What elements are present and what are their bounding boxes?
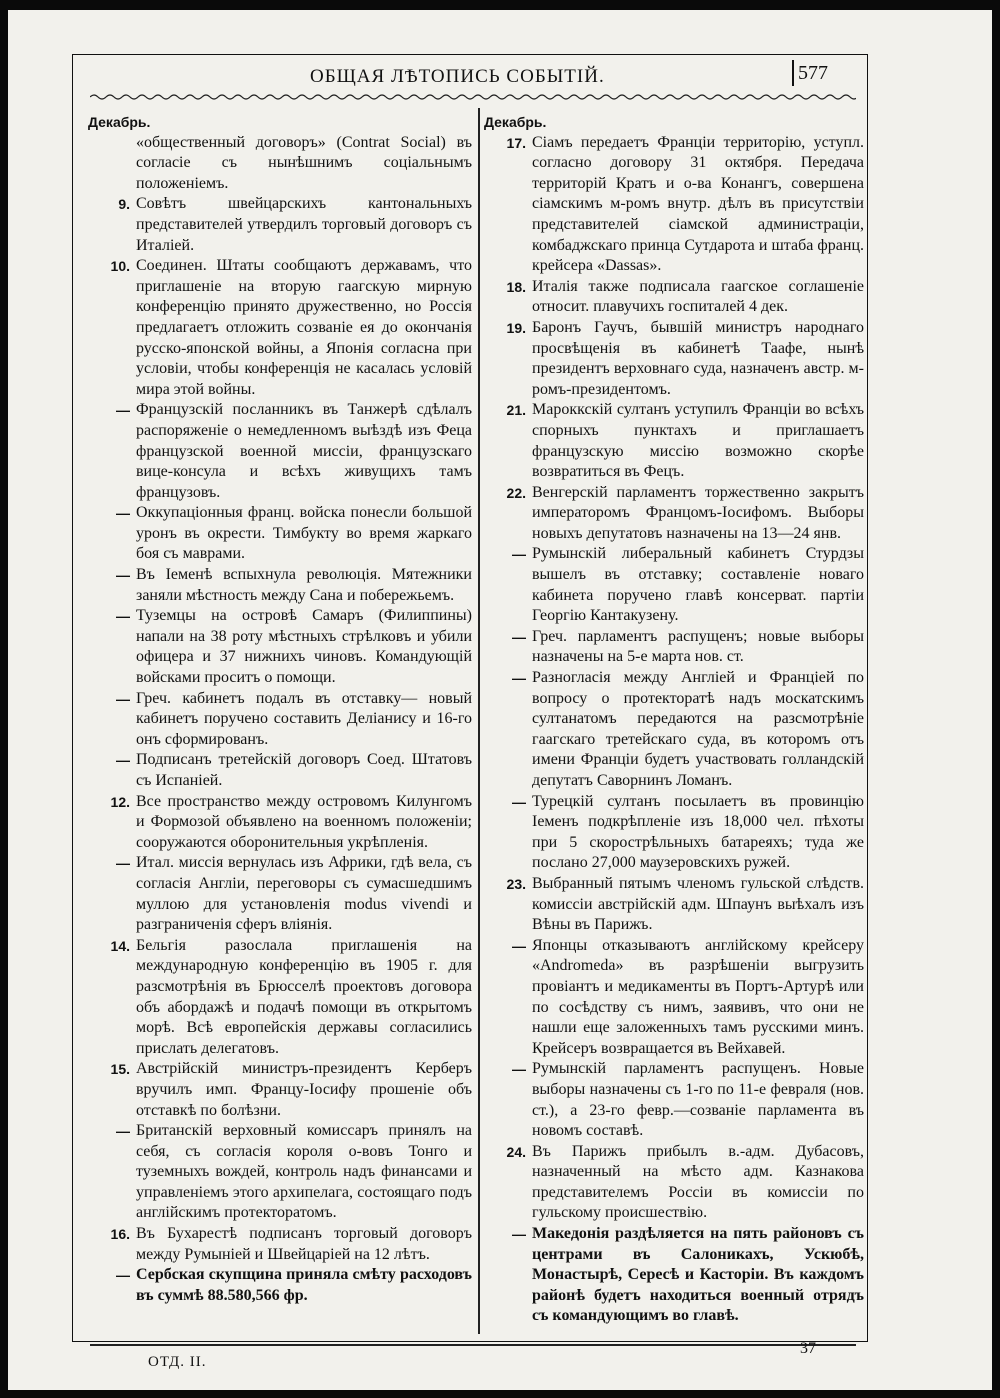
entry-day: — <box>512 1061 526 1078</box>
entry-day: — <box>512 546 526 563</box>
chronicle-entry <box>484 874 864 936</box>
chronicle-entry <box>88 1265 472 1306</box>
right-column <box>484 112 864 1327</box>
entry-day: 10. <box>110 258 130 275</box>
entry-text: Совѣтъ швейцарскихъ кантональныхъ представителей утвердилъ торговый договоръ съ Италіей. <box>136 195 472 254</box>
chronicle-entry <box>88 750 472 791</box>
wavy-rule <box>90 92 856 102</box>
chronicle-entry <box>484 668 864 792</box>
entry-text: Румынскій либеральный кабинетъ Стурдзы вышелъ въ отставку; составленіе новаго кабинета поручено главѣ консерват. партіи Георгію Кантакузену. <box>532 545 864 625</box>
entry-text: Японцы отказываютъ англійскому крейсеру «Andromeda» въ разрѣшеніи выгрузить провіантъ и медикаменты въ Портъ-Артурѣ или по сосѣдству съ нимъ, заявивъ, что они не нашли еще заложенныхъ тамъ русскими минъ. Крейсеръ возвращается въ Вейхавей. <box>532 936 864 1057</box>
entry-day: — <box>116 567 130 584</box>
entry-day: — <box>512 628 526 645</box>
chronicle-entry <box>88 1121 472 1224</box>
entry-text: Венгерскій парламентъ торжественно закрытъ императоромъ Францомъ-Іосифомъ. Выборы новыхъ депутатовъ назначены на 13—24 янв. <box>532 483 864 542</box>
entry-text: Разногласія между Англіей и Франціей по вопросу о протекторатѣ надъ москатскимъ султанатомъ передаются на разсмотрѣніе гаагскаго третейскаго суда, въ которомъ отъ имени Франціи будетъ участвовать голландскій депутатъ Саворнинъ Ломанъ. <box>532 669 864 789</box>
chronicle-entry <box>484 133 864 277</box>
entry-day: — <box>116 402 130 419</box>
chronicle-entry <box>88 1224 472 1265</box>
entry-day: 22. <box>506 484 526 501</box>
entry-text: Румынскій парламентъ распущенъ. Новые выборы назначены съ 1-го по 11-е февраля (нов. ст.), а 23-го февр.—созваніе парламента въ новомъ составѣ. <box>532 1060 864 1140</box>
entry-day: 9. <box>118 196 130 213</box>
entry-day: 15. <box>110 1061 130 1078</box>
entry-day: — <box>512 1226 526 1243</box>
entry-day: 23. <box>506 875 526 892</box>
chronicle-entry <box>88 256 472 400</box>
entry-list <box>88 133 472 1307</box>
section-label: ОТД. II. <box>148 1354 207 1370</box>
entry-day: 17. <box>506 134 526 151</box>
entry-text: Италія также подписала гаагское соглашеніе относит. плавучихъ госпиталей 4 дек. <box>532 277 864 316</box>
entry-text: Оккупаціонныя франц. войска понесли большой уронъ въ окрести. Тимбукту во время жаркаго боя съ маврами. <box>136 504 472 563</box>
entry-text: Бельгія разослала приглашенія на международную конференцію въ 1905 г. для разсмотрѣнія въ Брюсселѣ проектовъ договора объ абордажѣ и подачѣ помощи въ открытомъ морѣ. Всѣ европейскія державы согласились прислать делегатовъ. <box>136 936 472 1057</box>
chronicle-entry <box>88 503 472 565</box>
entry-day <box>88 133 136 195</box>
entry-day: — <box>116 608 130 625</box>
chronicle-entry <box>88 133 472 195</box>
entry-text: Въ Бухарестѣ подписанъ торговый договоръ между Румыніей и Швейцаріей на 12 лѣтъ. <box>136 1225 472 1263</box>
entry-text: «общественный договоръ» (Contrat Social) въ согласіе съ нынѣшнимъ соціальнымъ положеніемъ. <box>136 133 472 192</box>
chronicle-entry <box>88 936 472 1060</box>
month-heading: Декабрь. <box>88 114 151 130</box>
chronicle-entry <box>484 1142 864 1224</box>
chronicle-entry <box>88 400 472 503</box>
entry-day: — <box>512 793 526 810</box>
entry-day: — <box>116 855 130 872</box>
entry-day: 21. <box>506 402 526 419</box>
entry-text: Баронъ Гаучъ, бывшій министръ народнаго просвѣщенія въ кабинетѣ Таафе, нынѣ президентъ верховнаго суда, назначенъ австр. м-ромъ-президентомъ. <box>532 318 864 398</box>
entry-list <box>484 133 864 1327</box>
entry-text: Сіамъ передаетъ Франціи территорію, уступл. согласно договору 31 октября. Передача территорій Кратъ и о-ва Конангъ, совершена сіамскимъ м-ромъ внутр. дѣлъ въ присутствіи представителей сіамской администраціи, комбаджскаго принца Сутдарота и штаба франц. крейсера «Dassas». <box>532 133 864 275</box>
entry-text: Въ Іеменѣ вспыхнула революція. Мятежники заняли мѣстность между Сана и побережьемъ. <box>136 566 472 604</box>
entry-text: Греч. парламентъ распущенъ; новые выборы назначены на 5-е марта нов. ст. <box>532 627 864 666</box>
entry-text: Итал. миссія вернулась изъ Африки, гдѣ вела, съ согласія Англіи, переговоры съ сумасшедшимъ муллою для установленія modus vivendi и разграниченія сферъ вліянія. <box>136 854 472 934</box>
entry-day: 12. <box>110 793 130 810</box>
entry-day: — <box>116 690 130 707</box>
entry-day: — <box>512 937 526 954</box>
entry-text: Мароккскій султанъ уступилъ Франціи во всѣхъ спорныхъ пунктахъ и приглашаетъ французскую миссію возможно скорѣе возвратиться въ Фецъ. <box>532 401 864 481</box>
chronicle-entry <box>88 606 472 688</box>
chronicle-entry <box>484 792 864 874</box>
chronicle-entry <box>484 1224 864 1327</box>
entry-text: Подписанъ третейскій договоръ Соед. Штатовъ съ Испаніей. <box>136 751 472 789</box>
chronicle-entry <box>88 565 472 606</box>
entry-day: 16. <box>110 1226 130 1243</box>
entry-text: Все пространство между островомъ Килунгомъ и Формозой объявлено на военномъ положеніи; сооружаются оборонительныя укрѣпленія. <box>136 792 472 851</box>
entry-day: — <box>116 1123 130 1140</box>
column-divider <box>478 108 480 1334</box>
chronicle-entry <box>484 483 864 545</box>
chronicle-entry <box>484 318 864 400</box>
entry-text: Французскій посланникъ въ Танжерѣ сдѣлалъ распоряженіе о немедленномъ выѣздѣ изъ Феца французской военной миссіи, французскаго вице-консула и всѣхъ живущихъ тамъ французовъ. <box>136 401 472 501</box>
entry-day: 18. <box>506 278 526 295</box>
chronicle-entry <box>88 689 472 751</box>
chronicle-entry <box>88 194 472 256</box>
entry-text: Турецкій султанъ посылаетъ въ провинцію Іеменъ подкрѣпленіе изъ 18,000 чел. пѣхоты при 5 скорострѣльныхъ батареяхъ; туда же послано 27,000 маузеровскихъ ружей. <box>532 792 864 872</box>
entry-text: Британскій верховный комиссаръ принялъ на себя, съ согласія короля о-вовъ Тонго и туземныхъ вождей, контроль надъ финансами и управленіемъ этого архипелага, состоящаго подъ англійскимъ протекторатомъ. <box>136 1122 472 1222</box>
entry-text: Выбранный пятымъ членомъ гульской слѣдств. комиссіи австрійскій адм. Шпаунъ выѣхалъ изъ Вѣны въ Парижъ. <box>532 874 864 934</box>
entry-text: Въ Парижъ прибылъ в.-адм. Дубасовъ, назначенный на мѣсто адм. Казнакова представителемъ Россіи въ комиссіи по гульскому происшествію. <box>532 1142 864 1222</box>
entry-text: Сербская скупщина приняла смѣту расходовъ въ суммѣ 88.580,566 фр. <box>136 1266 472 1304</box>
chronicle-entry <box>88 792 472 854</box>
entry-text: Австрійскій министръ-президентъ Керберъ вручилъ имп. Францу-Іосифу прошеніе объ отставкѣ по болѣзни. <box>136 1060 472 1119</box>
entry-day: — <box>116 752 130 769</box>
entry-text: Туземцы на островѣ Самаръ (Филиппины) напали на 38 роту мѣстныхъ стрѣлковъ и убили офицера и 37 нижнихъ чиновъ. Командующій войсками проситъ о помощи. <box>136 607 472 687</box>
bottom-rule <box>90 1344 856 1346</box>
chronicle-entry <box>88 853 472 935</box>
chronicle-entry <box>484 936 864 1060</box>
entry-day: — <box>116 1267 130 1284</box>
chronicle-entry <box>484 1059 864 1141</box>
entry-day: 19. <box>506 319 526 336</box>
entry-day: — <box>512 670 526 687</box>
entry-text: Соединен. Штаты сообщаютъ державамъ, что приглашеніе на вторую гаагскую мирную конференцію принято дружественно, но Россія предлагаетъ отложить созваніе ея до окончанія русско-японской войны, а Японія согласна при условіи, чтобы конференція не касалась условій мира этой войны. <box>136 257 472 398</box>
chronicle-entry <box>484 400 864 482</box>
month-heading: Декабрь. <box>484 114 547 130</box>
sheet-number: 37 <box>800 1340 816 1357</box>
entry-text: Греч. кабинетъ подалъ въ отставку— новый кабинетъ поручено составить Деліанису и 16-го онъ сформированъ. <box>136 689 472 748</box>
left-column <box>88 112 472 1306</box>
chronicle-entry <box>484 277 864 318</box>
entry-day: 14. <box>110 937 130 954</box>
entry-text: Македонія раздѣляется на пять районовъ съ центрами въ Салоникахъ, Ускюбѣ, Монастырѣ, Сересѣ и Касторіи. Въ каждомъ районѣ будетъ находиться военный отрядъ съ командующимъ во главѣ. <box>532 1225 864 1325</box>
entry-day: — <box>116 505 130 522</box>
chronicle-entry <box>88 1059 472 1121</box>
chronicle-entry <box>484 544 864 626</box>
entry-day: 24. <box>506 1143 526 1160</box>
page-title: ОБЩАЯ ЛѢТОПИСЬ СОБЫТІЙ. <box>310 66 605 87</box>
page-number: 577 <box>798 62 828 84</box>
chronicle-entry <box>484 627 864 668</box>
